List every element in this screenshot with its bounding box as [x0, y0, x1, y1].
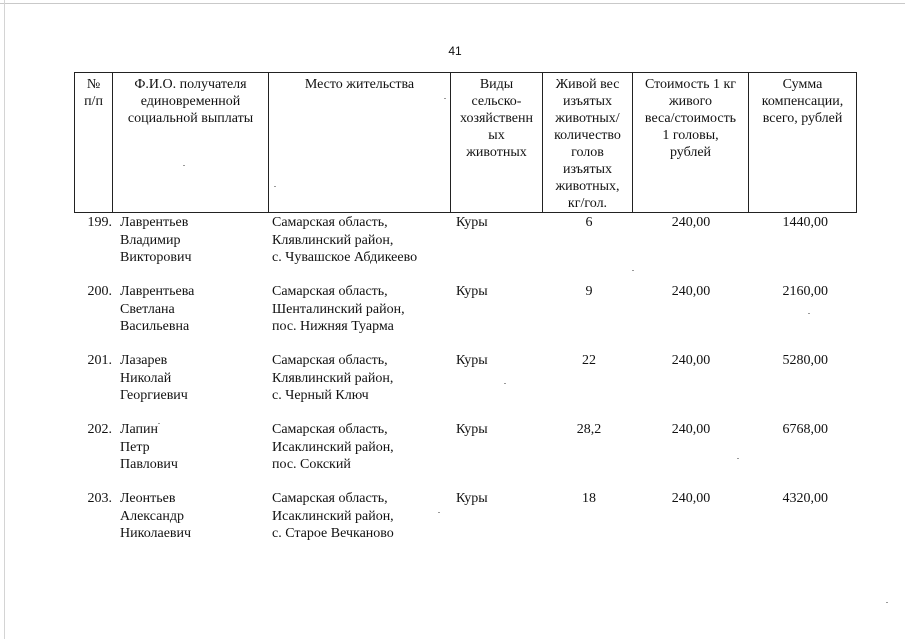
compensation-sum: 5280,00: [782, 353, 828, 368]
row-number: 199.: [87, 215, 112, 230]
residence-line: Самарская область,: [272, 215, 388, 230]
recipient-name-line: Лазарев: [120, 353, 168, 368]
live-weight: 18: [582, 491, 596, 506]
residence-line: Самарская область,: [272, 353, 388, 368]
recipient-name: [120, 214, 192, 267]
header-line: компенсации,: [761, 94, 844, 109]
residence-line: пос. Нижняя Туарма: [272, 319, 394, 334]
unit-price: 240,00: [671, 215, 711, 230]
unit-price: 240,00: [671, 284, 711, 299]
animal-type: Куры: [456, 422, 488, 437]
residence-line: Самарская область,: [272, 422, 388, 437]
residence: [272, 352, 393, 405]
scan-speck: [737, 458, 739, 459]
unit-price: 240,00: [671, 353, 711, 368]
residence-line: с. Старое Вечканово: [272, 526, 394, 541]
header-line: кг/гол.: [567, 196, 608, 211]
recipient-name: [120, 352, 188, 405]
scan-speck: [438, 512, 440, 513]
recipient-name-line: Петр: [120, 439, 150, 455]
live-weight: 22: [582, 353, 596, 368]
recipient-name-line: Викторович: [120, 250, 192, 265]
scan-speck: [886, 602, 888, 603]
recipient-name-line: Светлана: [120, 301, 175, 317]
residence-line: с. Черный Ключ: [272, 388, 369, 403]
header-line: сельско-: [471, 94, 522, 109]
residence-line: пос. Сокский: [272, 457, 351, 472]
header-line: Виды: [479, 77, 514, 92]
recipient-name-line: Лаврентьева: [120, 284, 195, 299]
scan-left-edge: [4, 0, 5, 639]
scan-speck: [808, 313, 810, 314]
unit-price: 240,00: [671, 491, 711, 506]
header-line: животных/: [555, 111, 620, 126]
animal-type: Куры: [456, 491, 488, 506]
scan-speck: [183, 165, 185, 166]
animal-type: Куры: [456, 215, 488, 230]
header-fio: [113, 73, 269, 213]
scan-speck: [274, 186, 276, 187]
unit-price: 240,00: [671, 422, 711, 437]
recipient-name: [120, 421, 178, 474]
recipient-name-line: Николаевич: [120, 526, 192, 541]
recipient-name-line: Васильевна: [120, 319, 190, 334]
row-number: 202.: [87, 422, 112, 437]
row-number: 201.: [87, 353, 112, 368]
header-line: единовременной: [140, 94, 241, 109]
header-animal: [451, 73, 543, 213]
residence: [272, 490, 394, 543]
header-line: животных: [466, 145, 527, 160]
header-line: количество: [554, 128, 621, 143]
residence: [272, 283, 405, 336]
header-line: Место жительства: [304, 77, 415, 92]
residence-line: Шенталинский район,: [272, 301, 405, 317]
header-line: изъятых: [563, 162, 612, 177]
residence-line: Самарская область,: [272, 491, 388, 506]
scan-speck: [632, 270, 634, 271]
header-line: изъятых: [563, 94, 612, 109]
scan-speck: [158, 423, 160, 424]
row-number: 203.: [87, 491, 112, 506]
recipient-name-line: Лаврентьев: [120, 215, 189, 230]
header-line: Ф.И.О. получателя: [134, 77, 247, 92]
residence: [272, 421, 394, 474]
scan-top-edge: [0, 3, 905, 4]
residence-line: Самарская область,: [272, 284, 388, 299]
header-sum: [749, 73, 857, 213]
header-line: социальной выплаты: [127, 111, 254, 126]
residence-line: Клявлинский район,: [272, 370, 394, 386]
header-place: [269, 73, 451, 213]
live-weight: 9: [585, 284, 593, 299]
scan-speck: [444, 98, 446, 99]
scan-speck: [504, 383, 506, 384]
residence-line: Исаклинский район,: [272, 508, 394, 524]
animal-type: Куры: [456, 353, 488, 368]
residence-line: Клявлинский район,: [272, 232, 394, 248]
header-price: [633, 73, 749, 213]
header-line: веса/стоимость: [644, 111, 737, 126]
header-line: всего, рублей: [762, 111, 843, 126]
residence: [272, 214, 417, 267]
live-weight: 6: [585, 215, 593, 230]
compensation-sum: 2160,00: [782, 284, 828, 299]
recipient-name-line: Лапин: [120, 422, 159, 437]
recipient-name: [120, 490, 191, 543]
header-line: хозяйственн: [460, 111, 533, 126]
header-line: ых: [488, 128, 505, 143]
header-line: 1 головы,: [662, 128, 719, 143]
header-num: [75, 73, 113, 213]
header-line: голов: [571, 145, 604, 160]
header-line: животных,: [555, 179, 620, 194]
page-number: 41: [448, 44, 462, 58]
recipient-name-line: Леонтьев: [120, 491, 176, 506]
header-line: Живой вес: [555, 77, 620, 92]
table-header: [74, 72, 857, 213]
header-line: Сумма: [782, 77, 823, 92]
recipient-name-line: Георгиевич: [120, 388, 188, 403]
header-line: №: [86, 77, 101, 92]
compensation-sum: 6768,00: [782, 422, 828, 437]
compensation-sum: 1440,00: [782, 215, 828, 230]
residence-line: Исаклинский район,: [272, 439, 394, 455]
live-weight: 28,2: [576, 422, 602, 437]
header-weight: [543, 73, 633, 213]
recipient-name: [120, 283, 194, 336]
row-number: 200.: [87, 284, 112, 299]
animal-type: Куры: [456, 284, 488, 299]
header-line: живого: [668, 94, 713, 109]
header-line: п/п: [84, 94, 103, 109]
recipient-name-line: Александр: [120, 508, 184, 524]
residence-line: с. Чувашское Абдикеево: [272, 250, 418, 265]
header-line: рублей: [669, 145, 712, 160]
recipient-name-line: Владимир: [120, 232, 181, 248]
recipient-name-line: Павлович: [120, 457, 178, 472]
header-line: Стоимость 1 кг: [644, 77, 737, 92]
recipient-name-line: Николай: [120, 370, 172, 386]
compensation-sum: 4320,00: [782, 491, 828, 506]
